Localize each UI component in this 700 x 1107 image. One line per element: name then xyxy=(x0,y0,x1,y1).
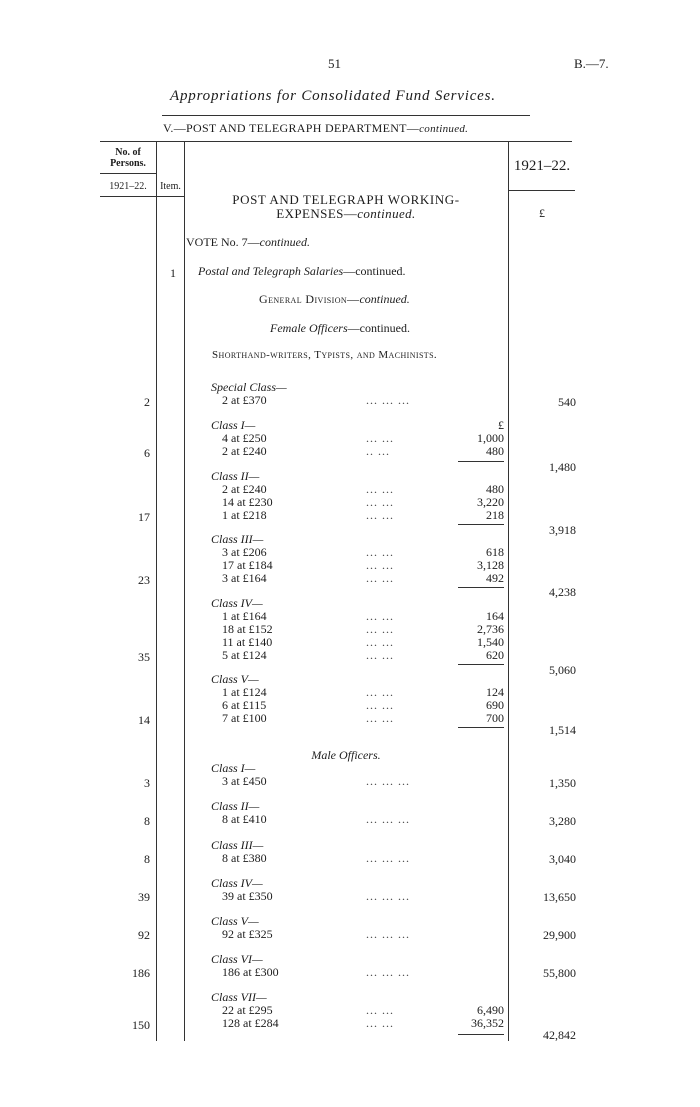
page-number: 51 xyxy=(328,56,341,71)
class-name: Special Class— xyxy=(211,380,287,394)
class-total: 5,060 xyxy=(549,663,576,677)
persons-count: 39 xyxy=(138,890,150,904)
persons-count: 23 xyxy=(138,573,150,587)
line-amount: 164 xyxy=(486,609,504,623)
section-title: POST AND TELEGRAPH WORKING- xyxy=(232,192,460,207)
class-total: 1,480 xyxy=(549,460,576,474)
shorthand-heading: Shorthand-writers, Typists, and Machinists. xyxy=(212,349,438,361)
leader-dots: ... ... xyxy=(366,698,394,712)
rate-label: 39 at £350 xyxy=(222,889,273,903)
rate-label: 186 at £300 xyxy=(222,965,279,979)
rate-label: 2 at £240 xyxy=(222,482,267,496)
rate-label: 2 at £370 xyxy=(222,393,267,407)
table-top-rule xyxy=(100,141,572,142)
rate-label: 5 at £124 xyxy=(222,648,267,662)
persons-count: 2 xyxy=(144,395,150,409)
line-amount: 480 xyxy=(486,482,504,496)
line-amount: 480 xyxy=(486,444,504,458)
class-total: 42,842 xyxy=(543,1028,576,1042)
item-column-header: Item. xyxy=(160,181,181,192)
line-amount: 218 xyxy=(486,508,504,522)
class-name: Class II— xyxy=(211,469,260,483)
class-total: 3,040 xyxy=(549,852,576,866)
class-total: 55,800 xyxy=(543,966,576,980)
leader-dots: ... ... xyxy=(366,482,394,496)
class-total: 13,650 xyxy=(543,890,576,904)
class-total: 540 xyxy=(558,395,576,409)
line-amount: 1,000 xyxy=(477,431,504,445)
line-amount: 1,540 xyxy=(477,635,504,649)
persons-count: 186 xyxy=(132,966,150,980)
rate-label: 92 at £325 xyxy=(222,927,273,941)
leader-dots: ... ... xyxy=(366,622,394,636)
persons-count: 8 xyxy=(144,852,150,866)
persons-count: 35 xyxy=(138,650,150,664)
leader-dots: ... ... xyxy=(366,571,394,585)
persons-count: 17 xyxy=(138,510,150,524)
rate-label: 1 at £218 xyxy=(222,508,267,522)
leader-dots: ... ... xyxy=(366,545,394,559)
class-total: 1,514 xyxy=(549,723,576,737)
year-column-header: 1921–22. xyxy=(513,158,571,174)
rate-label: 22 at £295 xyxy=(222,1003,273,1017)
leader-dots: ... ... ... xyxy=(366,927,410,941)
leader-dots: ... ... ... xyxy=(366,393,410,407)
item-column-divider xyxy=(184,141,185,1041)
class-total: 4,238 xyxy=(549,585,576,599)
vote-number: VOTE No. 7— xyxy=(186,235,260,249)
division-title: General Division— xyxy=(259,292,360,306)
department-name: V.—POST AND TELEGRAPH DEPARTMENT— xyxy=(163,121,420,135)
year-header-rule xyxy=(509,190,575,191)
amount-column-divider xyxy=(508,141,509,1041)
line-amount: 618 xyxy=(486,545,504,559)
section-continued: continued. xyxy=(357,206,416,221)
rate-label: 2 at £240 xyxy=(222,444,267,458)
section-title-line2: EXPENSES— xyxy=(276,206,358,221)
line-amount: 124 xyxy=(486,685,504,699)
line-amount: 3,220 xyxy=(477,495,504,509)
section-title-continued xyxy=(186,206,506,222)
rate-label: 4 at £250 xyxy=(222,431,267,445)
class-name: Class V— xyxy=(211,914,259,928)
rate-label: 17 at £184 xyxy=(222,558,273,572)
leader-dots: ... ... xyxy=(366,635,394,649)
document-reference: B.—7. xyxy=(574,56,609,71)
leader-dots: ... ... xyxy=(366,1016,394,1030)
class-total: 1,350 xyxy=(549,776,576,790)
persons-count: 6 xyxy=(144,446,150,460)
class-name: Class III— xyxy=(211,838,264,852)
class-total: 3,280 xyxy=(549,814,576,828)
leader-dots: ... ... ... xyxy=(366,812,410,826)
persons-count: 3 xyxy=(144,776,150,790)
class-name: Class VI— xyxy=(211,952,263,966)
female-officers-title: Female Officers xyxy=(270,321,348,335)
rate-label: 3 at £206 xyxy=(222,545,267,559)
leader-dots: ... ... xyxy=(366,558,394,572)
leader-dots: ... ... xyxy=(366,609,394,623)
currency-column-header: £ xyxy=(539,206,545,220)
line-amount: 620 xyxy=(486,648,504,662)
class-total: 3,918 xyxy=(549,523,576,537)
salaries-heading xyxy=(198,264,406,279)
leader-dots: ... ... ... xyxy=(366,851,410,865)
leader-dots: ... ... xyxy=(366,648,394,662)
rate-label: 3 at £450 xyxy=(222,774,267,788)
subtotal-rule xyxy=(458,664,504,665)
line-amount: 690 xyxy=(486,698,504,712)
class-total: 29,900 xyxy=(543,928,576,942)
subtotal-rule xyxy=(458,461,504,462)
class-name: Class II— xyxy=(211,799,260,813)
subtotal-rule xyxy=(458,727,504,728)
subtotal-rule xyxy=(458,1034,504,1035)
line-amount: 36,352 xyxy=(471,1016,504,1030)
subtotal-rule xyxy=(458,587,504,588)
persons-year-rule xyxy=(100,196,184,197)
class-name: Class I— xyxy=(211,761,256,775)
rate-label: 8 at £380 xyxy=(222,851,267,865)
subtotal-rule xyxy=(458,524,504,525)
leader-dots: ... ... xyxy=(366,508,394,522)
line-amount: 492 xyxy=(486,571,504,585)
leader-dots: ... ... ... xyxy=(366,774,410,788)
persons-count: 8 xyxy=(144,814,150,828)
line-amount: 6,490 xyxy=(477,1003,504,1017)
rate-label: 18 at £152 xyxy=(222,622,273,636)
rate-label: 128 at £284 xyxy=(222,1016,279,1030)
leader-dots: ... ... xyxy=(366,431,394,445)
title-rule xyxy=(162,115,530,116)
persons-header-rule xyxy=(100,173,156,174)
female-officers-heading xyxy=(270,321,410,336)
rate-label: 1 at £164 xyxy=(222,609,267,623)
vote-continued: continued. xyxy=(259,235,310,249)
leader-dots: ... ... ... xyxy=(366,965,410,979)
department-heading xyxy=(163,121,468,136)
leader-dots: ... ... xyxy=(366,495,394,509)
division-heading xyxy=(259,292,410,307)
persons-count: 92 xyxy=(138,928,150,942)
line-amount: 2,736 xyxy=(477,622,504,636)
persons-year-header: 1921–22. xyxy=(109,181,147,192)
persons-column-header: No. of Persons. xyxy=(110,147,146,169)
leader-dots: ... ... xyxy=(366,685,394,699)
rate-label: 14 at £230 xyxy=(222,495,273,509)
page-title: Appropriations for Consolidated Fund Services. xyxy=(170,88,496,104)
division-continued: continued. xyxy=(359,292,410,306)
class-name: Class IV— xyxy=(211,596,263,610)
persons-count: 14 xyxy=(138,713,150,727)
rate-label: 6 at £115 xyxy=(222,698,267,712)
leader-dots: ... ... xyxy=(366,711,394,725)
item-number: 1 xyxy=(170,266,176,280)
leader-dots: ... ... xyxy=(366,1003,394,1017)
salaries-title: Postal and Telegraph Salaries xyxy=(198,264,344,278)
salaries-continued: —continued. xyxy=(343,264,406,278)
currency-mark: £ xyxy=(498,418,504,432)
female-officers-continued: —continued. xyxy=(347,321,410,335)
rate-label: 1 at £124 xyxy=(222,685,267,699)
class-name: Class V— xyxy=(211,672,259,686)
leader-dots: .. ... xyxy=(366,444,390,458)
class-name: Class IV— xyxy=(211,876,263,890)
persons-column-divider xyxy=(156,141,157,1041)
persons-count: 150 xyxy=(132,1018,150,1032)
rate-label: 3 at £164 xyxy=(222,571,267,585)
class-name: Class I— xyxy=(211,418,256,432)
vote-heading xyxy=(186,235,310,250)
department-continued: continued. xyxy=(419,123,469,135)
line-amount: 700 xyxy=(486,711,504,725)
line-amount: 3,128 xyxy=(477,558,504,572)
rate-label: 11 at £140 xyxy=(222,635,273,649)
rate-label: 8 at £410 xyxy=(222,812,267,826)
class-name: Class III— xyxy=(211,532,264,546)
leader-dots: ... ... ... xyxy=(366,889,410,903)
class-name: Class VII— xyxy=(211,990,267,1004)
rate-label: 7 at £100 xyxy=(222,711,267,725)
male-officers-heading: Male Officers. xyxy=(311,748,381,762)
